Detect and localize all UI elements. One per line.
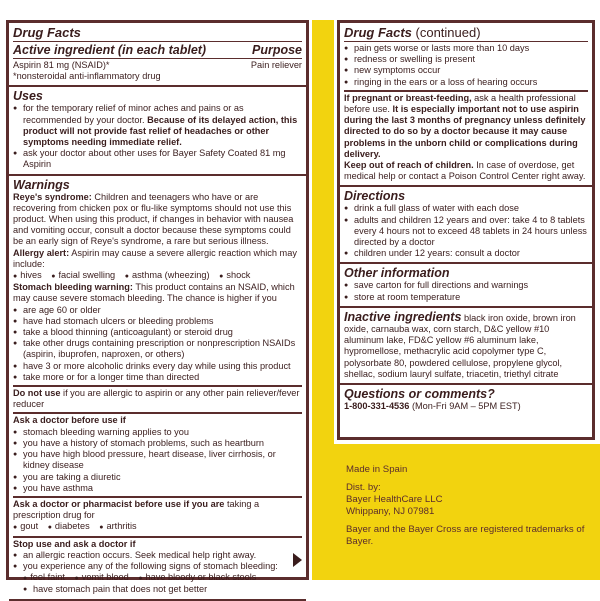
stomach-bleeding-warning: Stomach bleeding warning: This product contains an NSAID, which may cause severe stomach bleeding. The chance is higher if you bbox=[13, 282, 295, 304]
list-item: ● have had stomach ulcers or bleeding problems bbox=[13, 315, 214, 326]
manufacturer-info bbox=[346, 464, 586, 548]
prescription-drug-types: ● gout ● diabetes ● arthritis bbox=[13, 521, 137, 532]
list-item: ● drink a full glass of water with each dose bbox=[344, 203, 519, 214]
allergy-alert: Allergy alert: Aspirin may cause a severe allergic reaction which may include: bbox=[13, 247, 297, 269]
warnings-section bbox=[9, 176, 306, 601]
list-item: ● take a blood thinning (anticoagulant) or steroid drug bbox=[13, 327, 233, 338]
ask-doctor-subsection bbox=[13, 412, 302, 493]
stomach-bleeding-signs: ● feel faint ● vomit blood ● have bloody or black stools bbox=[23, 572, 257, 583]
list-item: ● are age 60 or older bbox=[13, 304, 101, 315]
list-item: ● you experience any of the following signs of stomach bleeding: bbox=[13, 560, 278, 571]
other-information-heading: Other information bbox=[344, 266, 450, 281]
yellow-side-strip bbox=[312, 20, 334, 580]
list-item: ● save carton for full directions and warnings bbox=[344, 280, 529, 291]
list-item: ● you have a history of stomach problems, such as heartburn bbox=[13, 437, 265, 448]
list-item: ● take more or for a longer time than directed bbox=[13, 371, 200, 382]
drug-facts-continued-title: Drug Facts (continued) bbox=[344, 25, 588, 42]
phone-hours: (Mon-Fri 9AM – 5PM EST) bbox=[409, 401, 521, 412]
keep-out-of-reach: Keep out of reach of children. In case of overdose, get medical help or contact a Poison Control Center right away. bbox=[344, 160, 586, 182]
other-information-section bbox=[340, 264, 592, 307]
trademark-notice: Bayer and the Bayer Cross are registered trademarks of Bayer. bbox=[346, 524, 585, 547]
list-item: ● ask your doctor about other uses for Bayer Safety Coated 81 mg Aspirin bbox=[13, 148, 286, 170]
drug-facts-title: Drug Facts bbox=[13, 25, 302, 42]
allergy-symptoms: ● hives ● facial swelling ● asthma (wheezing) ● shock bbox=[13, 270, 251, 281]
active-ingredient-section bbox=[9, 23, 306, 87]
list-item: ● children under 12 years: consult a doctor bbox=[344, 248, 520, 259]
active-ingredient-value: Aspirin 81 mg (NSAID)* bbox=[13, 60, 110, 70]
list-item: ● have stomach pain that does not get better bbox=[23, 584, 208, 595]
stop-use-heading: Stop use and ask a doctor if bbox=[13, 538, 136, 549]
made-in: Made in Spain bbox=[346, 464, 408, 475]
uses-heading: Uses bbox=[13, 89, 43, 104]
list-item: ● an allergic reaction occurs. Seek medical help right away. bbox=[13, 549, 257, 560]
list-item: ● you have asthma bbox=[13, 482, 93, 493]
purpose-heading: Purpose bbox=[251, 43, 302, 57]
list-item: ● store at room temperature bbox=[344, 291, 461, 302]
uses-section bbox=[9, 87, 306, 175]
warnings-heading: Warnings bbox=[13, 177, 70, 192]
list-item: ● adults and children 12 years and over: take 4 to 8 tablets every 4 hours not to exceed 48 tablets in 24 hours unless directed by a doctor bbox=[344, 214, 587, 248]
inactive-ingredients-heading: Inactive ingredients bbox=[344, 309, 462, 324]
distributed-by: Dist. by: bbox=[346, 482, 381, 493]
nsaid-footnote: *nonsteroidal anti-inflammatory drug bbox=[13, 71, 161, 82]
list-item: ● for the temporary relief of minor aches and pains or as recommended by your doctor. Because of its delayed action, this product will not provide fast relief of headaches or other symptoms needing immediate relief. bbox=[13, 103, 298, 148]
ask-pharmacist-subsection: Ask a doctor or pharmacist before use if you are taking a prescription drug for ● gout ● diabetes ● arthritis bbox=[13, 496, 302, 534]
company-city: Whippany, NJ 07981 bbox=[346, 506, 435, 517]
list-item: ● you are taking a diuretic bbox=[13, 471, 121, 482]
purpose-value: Pain reliever bbox=[250, 60, 302, 70]
company-name: Bayer HealthCare LLC bbox=[346, 494, 443, 505]
pregnancy-warning: If pregnant or breast-feeding, ask a health professional before use. It is especially important not to use aspirin during the last 3 months of pregnancy unless definitely directed to do so by a doctor because it may cause problems in the unborn child or complications during delivery. bbox=[344, 90, 588, 160]
drug-facts-continued-panel bbox=[337, 20, 595, 440]
list-item: ● ringing in the ears or a loss of hearing occurs bbox=[344, 76, 538, 87]
list-item: ● take other drugs containing prescription or nonprescription NSAIDs (aspirin, ibuprofen, naproxen, or others) bbox=[13, 338, 296, 360]
list-item: ● you have high blood pressure, heart disease, liver cirrhosis, or kidney disease bbox=[13, 449, 276, 471]
warnings-continued-section bbox=[340, 23, 592, 187]
list-item: ● have 3 or more alcoholic drinks every day while using this product bbox=[13, 360, 291, 371]
do-not-use: Do not use if you are allergic to aspirin or any other pain reliever/fever reducer bbox=[13, 385, 302, 410]
directions-section bbox=[340, 187, 592, 264]
inactive-ingredients-section bbox=[340, 308, 592, 385]
inactive-ingredients-list: black iron oxide, brown iron oxide, carnauba wax, corn starch, D&C yellow #10 aluminum lake, FD&C yellow #6 aluminum lake, hypromellose, methacrylic acid copolymer type C, polysorbate 80, powdered cellulose, propylene glycol, shellac, sodium lauryl sulfate, triacetin, triethyl citrate bbox=[344, 312, 576, 379]
reye-syndrome-warning: Reye's syndrome: Children and teenagers who have or are recovering from chicken pox or flu-like symptoms should not use this product. When using this product, if changes in behavior with nausea and vomiting occur, consult a doctor because these symptoms could be an early sign of Reye's syndrome, a rare but serious illness. bbox=[13, 191, 294, 247]
phone-number[interactable]: 1-800-331-4536 bbox=[344, 401, 410, 412]
active-ingredient-heading: Active ingredient (in each tablet) bbox=[13, 43, 207, 57]
questions-heading: Questions or comments? bbox=[344, 387, 495, 402]
list-item: ● stomach bleeding warning applies to you bbox=[13, 426, 189, 437]
list-item: ● redness or swelling is present bbox=[344, 54, 476, 65]
continue-arrow-icon bbox=[293, 553, 302, 567]
list-item: ● new symptoms occur bbox=[344, 65, 441, 76]
directions-heading: Directions bbox=[344, 189, 406, 204]
questions-section bbox=[340, 385, 592, 415]
drug-facts-panel bbox=[6, 20, 309, 595]
stop-use-subsection bbox=[13, 536, 302, 596]
ask-doctor-heading: Ask a doctor before use if bbox=[13, 415, 126, 426]
list-item: ● pain gets worse or lasts more than 10 days bbox=[344, 43, 530, 53]
